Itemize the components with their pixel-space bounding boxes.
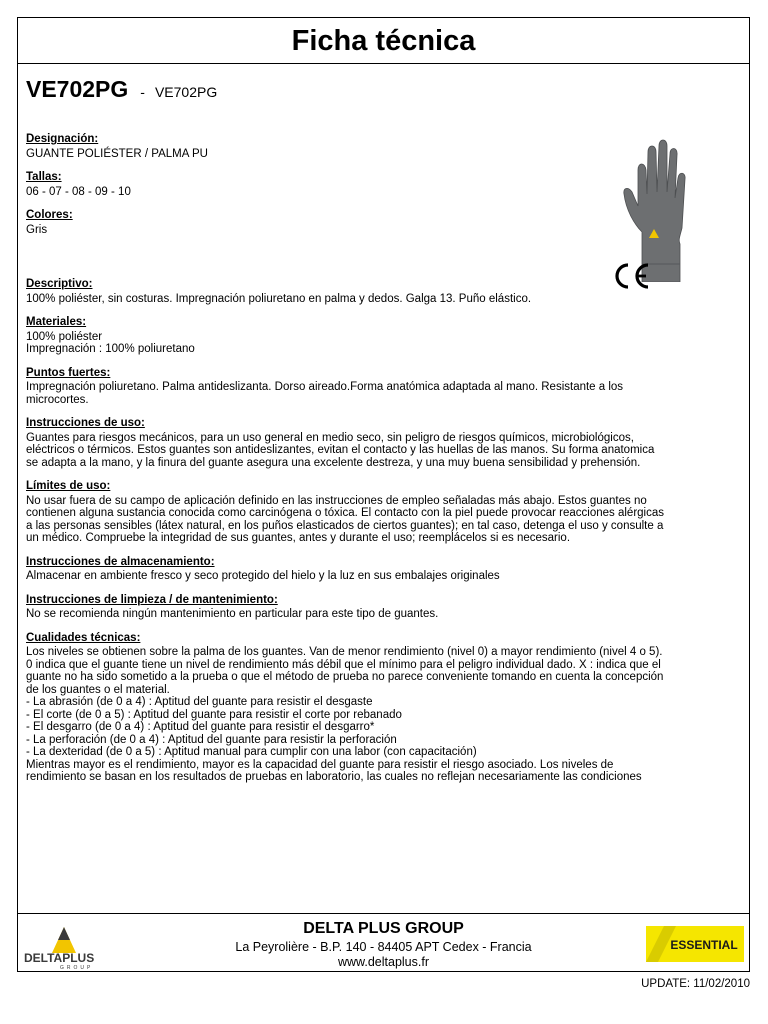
section-text-descriptivo: 100% poliéster, sin costuras. Impregnación poliuretano en palma y dedos. Galga 13. Puño elástico. <box>26 292 532 305</box>
logo-group-text: GROUP <box>60 965 94 969</box>
section-heading-designacion: Designación: <box>26 133 99 145</box>
section-text-cualidades-tecnicas: Los niveles se obtienen sobre la palma de los guantes. Van de menor rendimiento (nivel 0) a mayor rendimiento (nivel 4 o 5). 0 indica que el guante tiene un nivel de rendimiento más débil que el mínimo para el peligro individual dado. X : indica que el guante no ha sido sometido a la prueba o que el método de prueba no parece conveniente tomando en cuenta la concepción de los guantes o el material. - La abrasión (de 0 a 4) : Aptitud del guante para resistir el desgaste - El corte (de 0 a 5) : Aptitud del guante para resistir el corte por rebanado - El desgarro (de 0 a 4) : Aptitud del guante para resistir el desgarro* - La perforación (de 0 a 4) : Aptitud del guante para resistir la perforación - La dexteridad (de 0 a 5) : Aptitud manual para cumplir con una labor (con capacitación) Mientras mayor es el rendimiento, mayor es la capacidad del guante para resistir el riesgo asociado. Los niveles de rendimiento se basan en los resultados de pruebas en laboratorio, las cuales no reflejan necesariamente las condiciones <box>26 646 664 783</box>
section-text-limpieza: No se recomienda ningún mantenimiento en particular para este tipo de guantes. <box>26 608 439 620</box>
section-heading-limites-uso: Límites de uso: <box>26 480 111 492</box>
section-heading-cualidades-tecnicas: Cualidades técnicas: <box>26 631 141 644</box>
section-text-tallas: 06 - 07 - 08 - 09 - 10 <box>26 185 131 198</box>
section-heading-limpieza: Instrucciones de limpieza / de mantenimiento: <box>26 593 278 606</box>
section-text-almacenamiento: Almacenar en ambiente fresco y seco protegido del hielo y la luz en sus embalajes originales <box>26 570 500 582</box>
section-text-designacion: GUANTE POLIÉSTER / PALMA PU <box>26 147 208 160</box>
section-heading-materiales: Materiales: <box>26 316 87 328</box>
section-heading-instrucciones-uso: Instrucciones de uso: <box>26 417 145 429</box>
product-code-row <box>26 76 217 103</box>
footer-address: La Peyrolière - B.P. 140 - 84405 APT Cedex - Francia <box>235 940 532 954</box>
footer-website-link[interactable]: www.deltaplus.fr <box>337 955 429 969</box>
product-code: VE702PG <box>26 76 129 102</box>
footer-divider <box>18 913 749 914</box>
section-text-puntos-fuertes: Impregnación poliuretano. Palma antideslizanta. Dorso aireado.Forma anatómica adaptada al mano. Resistante a los microcortes. <box>26 381 624 406</box>
section-text-limites-uso: No usar fuera de su campo de aplicación definido en las instrucciones de empleo señaladas más abajo. Estos guantes no contienen alguna sustancia conocida como carcinógena o tóxica. El contacto con la piel puede provocar reacciones alérgicas a las personas sensibles (látex natural, en los puños elasticados de ciertos guantes); en tal caso, detenga el uso y consulte a un médico. Compruebe la integridad de sus guantes, antes y durante el uso; reemplácelos si es necesario. <box>26 494 665 544</box>
section-text-instrucciones-uso: Guantes para riesgos mecánicos, para un uso general en medio seco, sin peligro de riesgos químicos, microbiológicos, eléctricos o térmicos. Estos guantes son antideslizantes, evitan el contacto y las huellas de las manos. Su forma anatomica se adapta a la mano, y la finura del guante asegura una excelente destreza, y una muy buena sensibilidad y prehensión. <box>26 431 655 469</box>
section-heading-almacenamiento: Instrucciones de almacenamiento: <box>26 555 215 568</box>
essential-badge-icon <box>646 926 744 962</box>
datasheet-frame <box>17 17 750 972</box>
badge-label: ESSENTIAL <box>670 938 738 952</box>
section-text-materiales: 100% poliéster Impregnación : 100% poliuretano <box>26 330 195 355</box>
update-date: UPDATE: 11/02/2010 <box>641 978 750 990</box>
product-reference: VE702PG <box>154 84 218 100</box>
code-separator: - <box>140 84 145 100</box>
section-heading-descriptivo: Descriptivo: <box>26 278 93 290</box>
section-heading-tallas: Tallas: <box>26 171 62 183</box>
spec-sections <box>26 133 746 795</box>
section-heading-colores: Colores: <box>26 209 73 221</box>
page-title: Ficha técnica <box>18 18 749 64</box>
footer-company: DELTA PLUS GROUP <box>303 920 464 937</box>
section-text-colores: Gris <box>26 223 48 236</box>
section-heading-puntos-fuertes: Puntos fuertes: <box>26 366 111 379</box>
logo-wordmark: DELTAPLUS <box>24 951 95 965</box>
